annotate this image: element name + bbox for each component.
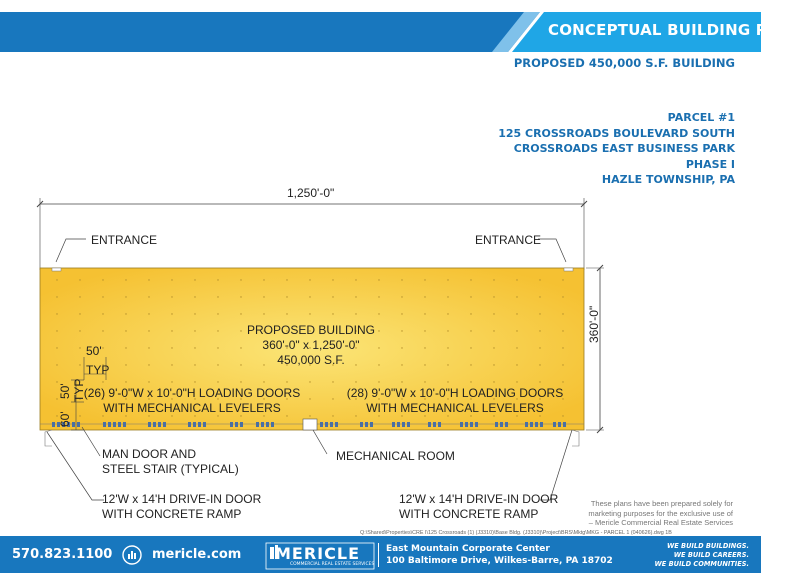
building-name: PROPOSED BUILDING: [246, 323, 376, 337]
mechanical-room-label: MECHANICAL ROOM: [336, 449, 455, 463]
bay-width-typ-label: TYP: [86, 363, 110, 377]
overall-depth-label: 360'-0": [587, 305, 601, 343]
footer-website[interactable]: mericle.com: [152, 547, 242, 562]
globe-icon: [122, 545, 142, 565]
drive-in-line: WITH CONCRETE RAMP: [399, 507, 539, 521]
truck-court-label: 60': [58, 411, 72, 427]
building-dimensions: 360'-0" x 1,250'-0": [262, 338, 360, 352]
address-line: 100 Baltimore Drive, Wilkes-Barre, PA 18702: [386, 556, 613, 566]
plan-title: CONCEPTUAL BUILDING PLAN: [548, 21, 801, 39]
man-door-line: STEEL STAIR (TYPICAL): [102, 462, 239, 476]
file-path: Q:\Shared\Properties\CRE I\125 Crossroads (1) (J3310)\Base Bldg. (J3310)\Project\BRS\Mktg\MKG - PARCEL 1 (040626).dwg 1B: [360, 530, 672, 536]
man-door-line: MAN DOOR AND: [102, 447, 197, 461]
right-doors-line: (28) 9'-0"W x 10'-0"H LOADING DOORS: [346, 386, 564, 400]
bay-width-label: 50': [86, 344, 102, 358]
left-loading-doors-label: [82, 386, 302, 416]
mechanical-room-box: [303, 419, 317, 430]
entrance-marker-left: [52, 268, 61, 271]
right-loading-doors-label: [345, 386, 565, 416]
parcel-line: HAZLE TOWNSHIP, PA: [601, 173, 735, 187]
left-doors-line: (26) 9'-0"W x 10'-0"H LOADING DOORS: [83, 386, 301, 400]
drive-in-door-label-right: [399, 492, 558, 522]
tagline-line: WE BUILD COMMUNITIES.: [654, 560, 749, 568]
parcel-line: CROSSROADS EAST BUSINESS PARK: [513, 142, 735, 156]
plan-subtitle: PROPOSED 450,000 S.F. BUILDING: [513, 56, 735, 70]
man-door-label: [102, 447, 239, 477]
entrance-marker-right: [564, 268, 573, 271]
bay-depth-typ-label: TYP: [72, 378, 86, 402]
footer-phone[interactable]: 570.823.1100: [12, 547, 113, 562]
parcel-line: PHASE I: [685, 157, 735, 171]
tagline-line: WE BUILD CAREERS.: [673, 551, 749, 559]
right-doors-line: WITH MECHANICAL LEVELERS: [366, 401, 544, 415]
address-line: East Mountain Corporate Center: [386, 544, 550, 554]
footer-tagline: [655, 542, 749, 569]
footer-bar: [0, 536, 761, 573]
mericle-logo-subtext: COMMERCIAL REAL ESTATE SERVICES: [290, 562, 375, 567]
building-area: 450,000 S.F.: [277, 353, 345, 367]
disclaimer-line: These plans have been prepared solely for: [590, 499, 733, 508]
entrance-label-left: ENTRANCE: [91, 233, 158, 247]
drive-in-line: 12'W x 14'H DRIVE-IN DOOR: [399, 492, 559, 506]
depth-dimension: [586, 265, 604, 433]
footer-divider: [378, 543, 379, 567]
footer-address: [386, 543, 613, 567]
drive-in-line: WITH CONCRETE RAMP: [102, 507, 242, 521]
disclaimer-line: – Mericle Commercial Real Estate Services: [588, 518, 733, 528]
building-label: [236, 323, 386, 368]
parcel-line: PARCEL #1: [667, 111, 735, 124]
parcel-line: 125 CROSSROADS BOULEVARD SOUTH: [498, 126, 735, 140]
disclaimer-line: marketing purposes for the exclusive use of: [588, 508, 733, 518]
entrance-label-right: ENTRANCE: [475, 233, 542, 247]
bay-depth-label: 50': [58, 383, 72, 399]
disclaimer: [588, 499, 733, 528]
drive-in-line: 12'W x 14'H DRIVE-IN DOOR: [102, 492, 262, 506]
overall-width-label: 1,250'-0": [287, 186, 335, 200]
left-doors-line: WITH MECHANICAL LEVELERS: [103, 401, 281, 415]
mericle-logo: MERICLE: [275, 544, 360, 563]
tagline-line: WE BUILD BUILDINGS.: [666, 542, 749, 550]
drive-in-door-label-left: [102, 492, 261, 522]
